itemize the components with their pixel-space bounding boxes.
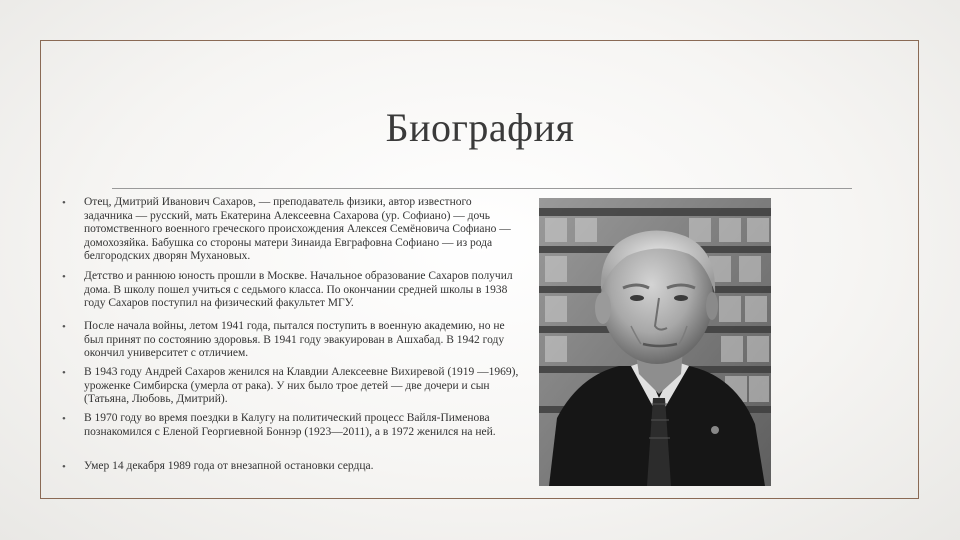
bullet-text: В 1970 году во время поездки в Калугу на политический процесс Вайля-Пименова познакомился с Еленой Георгиевной Боннэр (1923—2011), а в 1972 женился на ней.	[84, 412, 496, 438]
bullet-text: Умер 14 декабря 1989 года от внезапной остановки сердца.	[84, 460, 374, 472]
bullet-text: Отец, Дмитрий Иванович Сахаров, — преподаватель физики, автор известного задачника — русский, мать Екатерина Алексеевна Сахарова (ур. Софиано) — дочь потомственного военного греческого происхождения Алексея Семёновича Софиано — домохозяйка. Бабушка со стороны матери Зинаида Евграфовна Софиано — из рода белгородских дворян Мухановых.	[84, 196, 511, 263]
title-divider	[112, 188, 852, 189]
slide-title: Биография	[385, 105, 575, 150]
list-item	[62, 412, 522, 439]
list-item	[62, 460, 522, 474]
list-item	[62, 320, 522, 361]
portrait-illustration	[539, 198, 771, 486]
list-item	[62, 270, 522, 311]
bullet-icon: •	[62, 321, 66, 333]
bullet-icon: •	[62, 271, 66, 283]
list-item	[62, 366, 522, 407]
bullet-icon: •	[62, 197, 66, 209]
list-item	[62, 196, 522, 264]
bullet-text: Детство и раннюю юность прошли в Москве. Начальное образование Сахаров получил дома. В школу пошел учиться с седьмого класса. По окончании средней школы в 1938 году Сахаров поступил на физический факультет МГУ.	[84, 270, 513, 310]
bullet-text: После начала войны, летом 1941 года, пытался поступить в военную академию, но не был принят по состоянию здоровья. В 1941 году эвакуирован в Ашхабад. В 1942 году окончил университет с отличием.	[84, 320, 505, 360]
bullet-icon: •	[62, 367, 66, 379]
bullet-text: В 1943 году Андрей Сахаров женился на Клавдии Алексеевне Вихиревой (1919 —1969), уроженке Симбирска (умерла от рака). У них было трое детей — две дочери и сын (Татьяна, Любовь, Дмитрий).	[84, 366, 519, 406]
bullet-icon: •	[62, 461, 66, 473]
bullet-icon: •	[62, 413, 66, 425]
portrait-photo	[539, 198, 771, 486]
